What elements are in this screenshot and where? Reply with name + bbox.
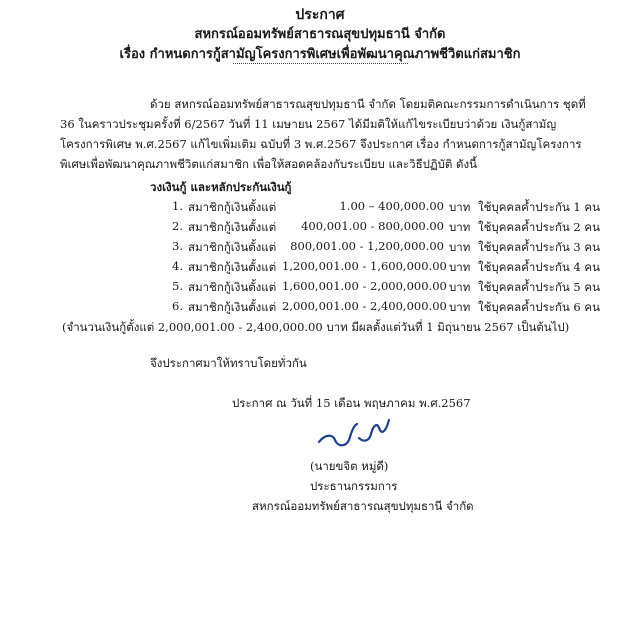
loan-row-label: สมาชิกกู้เงินตั้งแต่ [188,300,277,314]
loan-row-number: 2. [172,219,183,233]
loan-row-number: 1. [172,199,183,213]
date-line: ประกาศ ณ วันที่ 15 เดือน พฤษภาคม พ.ศ.2567 [232,396,471,410]
loan-row-label: สมาชิกกู้เงินตั้งแต่ [188,220,277,234]
loan-row-unit: บาท [449,200,471,214]
loan-row-range: 400,001.00 - 800,000.00 [301,219,444,233]
intro-line-3: โครงการพิเศษ พ.ศ.2567 แก้ไขเพิ่มเติม ฉบับที่ 3 พ.ศ.2567 จึงประกาศ เรื่อง กำหนดการกู้สามัญโครงการ [60,137,582,151]
loan-row-number: 3. [172,239,183,253]
loan-row-label: สมาชิกกู้เงินตั้งแต่ [188,280,277,294]
loan-row-guarantor: ใช้บุคคลค้ำประกัน 6 คน [478,300,600,314]
loan-row-number: 4. [172,259,183,273]
loan-row-unit: บาท [449,260,471,274]
loan-row-label: สมาชิกกู้เงินตั้งแต่ [188,200,277,214]
signature-image [315,412,405,454]
title-divider [233,63,408,64]
loan-row [0,199,640,217]
loan-row-guarantor: ใช้บุคคลค้ำประกัน 2 คน [478,220,600,234]
organization-heading: สหกรณ์ออมทรัพย์สาธารณสุขปทุมธานี จำกัด [194,27,446,42]
signatory-position: ประธานกรรมการ [310,479,398,493]
intro-line-2: 36 ในคราวประชุมครั้งที่ 6/2567 วันที่ 11 เมษายน 2567 ได้มีมติให้แก้ไขระเบียบว่าด้วย เงินกู้สามัญ [60,117,557,131]
effective-date-note: (จำนวนเงินกู้ตั้งแต่ 2,000,001.00 - 2,400,000.00 บาท มีผลตั้งแต่วันที่ 1 มิถุนายน 2567 เป็นต้นไป) [62,320,570,334]
loan-row-guarantor: ใช้บุคคลค้ำประกัน 4 คน [478,260,600,274]
loan-row-range: 1.00 – 400,000.00 [339,199,444,213]
loan-row-range: 2,000,001.00 - 2,400,000.00 [282,299,447,313]
loan-row [0,239,640,257]
loan-row-guarantor: ใช้บุคคลค้ำประกัน 5 คน [478,280,600,294]
loan-row-unit: บาท [449,280,471,294]
signatory-name: (นายขจิต หมู่ดี) [310,459,389,473]
subject-heading: เรื่อง กำหนดการกู้สามัญโครงการพิเศษเพื่อพัฒนาคุณภาพชีวิตแก่สมาชิก [119,47,521,62]
intro-line-4: พิเศษเพื่อพัฒนาคุณภาพชีวิตแก่สมาชิก เพื่อให้สอดคล้องกับระเบียบ และวิธีปฏิบัติ ดังนี้ [60,157,477,171]
signatory-organization: สหกรณ์ออมทรัพย์สาธารณสุขปทุมธานี จำกัด [252,499,474,513]
loan-row [0,279,640,297]
loan-row-guarantor: ใช้บุคคลค้ำประกัน 3 คน [478,240,600,254]
loan-row-guarantor: ใช้บุคคลค้ำประกัน 1 คน [478,200,600,214]
loan-row-range: 1,600,001.00 - 2,000,000.00 [282,279,447,293]
intro-line-1: ด้วย สหกรณ์ออมทรัพย์สาธารณสุขปทุมธานี จำกัด โดยมติคณะกรรมการดำเนินการ ชุดที่ [150,97,586,111]
loan-row-unit: บาท [449,240,471,254]
loan-row-unit: บาท [449,300,471,314]
loan-row-range: 800,001.00 - 1,200,000.00 [290,239,444,253]
loan-row-number: 5. [172,279,183,293]
announce-line: จึงประกาศมาให้ทราบโดยทั่วกัน [150,356,307,370]
loan-row-label: สมาชิกกู้เงินตั้งแต่ [188,260,277,274]
loan-row-unit: บาท [449,220,471,234]
loan-row-number: 6. [172,299,183,313]
announcement-title: ประกาศ [295,7,345,23]
loan-row-label: สมาชิกกู้เงินตั้งแต่ [188,240,277,254]
loan-row [0,259,640,277]
loan-section-heading: วงเงินกู้ และหลักประกันเงินกู้ [150,180,292,194]
loan-row [0,299,640,317]
loan-row-range: 1,200,001.00 - 1,600,000.00 [282,259,447,273]
loan-row [0,219,640,237]
